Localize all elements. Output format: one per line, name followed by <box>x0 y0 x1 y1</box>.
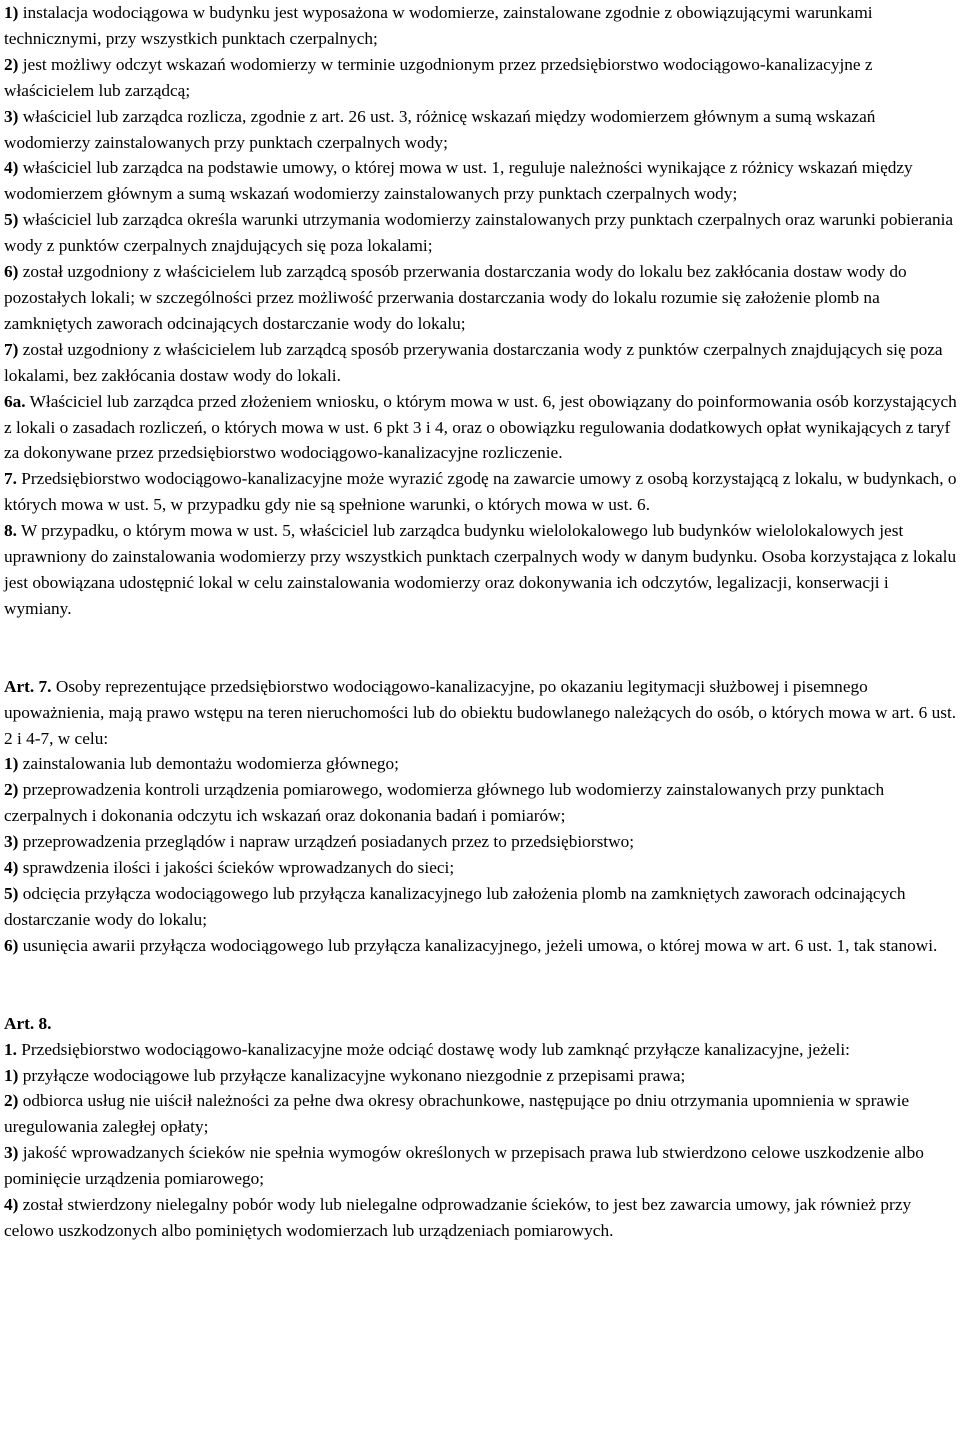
item-number: 3) <box>4 1143 19 1163</box>
item-text: Właściciel lub zarządca przed złożeniem wniosku, o którym mowa w ust. 6, jest obowiązany do poinformowania osób korzystających z lokali o zasadach rozliczeń, o których mowa w ust. 6 pkt 3 i 4, oraz o obowiązku regulowania dodatkowych opłat wynikających z taryf za dokonywane przez przedsiębiorstwo wodociągowo-kanalizacyjne rozliczenie. <box>4 391 957 463</box>
list-item <box>4 777 958 829</box>
item-number: 3) <box>4 832 19 852</box>
list-item <box>4 829 958 855</box>
list-item <box>4 855 958 881</box>
list-item <box>4 1192 958 1244</box>
item-text: zainstalowania lub demontażu wodomierza głównego; <box>18 754 399 774</box>
item-text: usunięcia awarii przyłącza wodociągowego lub przyłącza kanalizacyjnego, jeżeli umowa, o której mowa w art. 6 ust. 1, tak stanowi. <box>18 935 938 955</box>
article-intro-text: Osoby reprezentujące przedsiębiorstwo wodociągowo-kanalizacyjne, po okazaniu legitymacji służbowej i pisemnego upoważnienia, mają prawo wstępu na teren nieruchomości lub do obiektu budowlanego należących do osób, o których mowa w art. 6 ust. 2 i 4-7, w celu: <box>4 676 957 748</box>
item-text: sprawdzenia ilości i jakości ścieków wprowadzanych do sieci; <box>18 858 455 878</box>
item-text: przyłącze wodociągowe lub przyłącze kanalizacyjne wykonano niezgodnie z przepisami prawa; <box>18 1065 686 1085</box>
item-number: 3) <box>4 106 19 126</box>
item-number: 6a. <box>4 391 26 411</box>
list-item <box>4 389 958 467</box>
document-page <box>4 0 958 1244</box>
list-item <box>4 337 958 389</box>
item-text: został uzgodniony z właścicielem lub zarządcą sposób przerywania dostarczania wody z punktów czerpalnych znajdujących się poza lokalami, bez zakłócania dostaw wody do lokali. <box>4 339 943 385</box>
item-number: 7. <box>4 469 17 489</box>
list-item <box>4 518 958 622</box>
list-item <box>4 933 958 959</box>
list-item <box>4 52 958 104</box>
article-intro-text: Przedsiębiorstwo wodociągowo-kanalizacyjne może odciąć dostawę wody lub zamknąć przyłącze kanalizacyjne, jeżeli: <box>16 1039 850 1059</box>
item-number: 1) <box>4 3 19 22</box>
item-text: jakość wprowadzanych ścieków nie spełnia wymogów określonych w przepisach prawa lub stwierdzono celowe uszkodzenie albo pominięcie urządzenia pomiarowego; <box>4 1143 924 1189</box>
list-item <box>4 0 958 52</box>
item-number: 6) <box>4 935 19 955</box>
item-number: 1) <box>4 754 19 774</box>
list-item <box>4 104 958 156</box>
list-item <box>4 1063 958 1089</box>
item-text: przeprowadzenia kontroli urządzenia pomiarowego, wodomierza głównego lub wodomierzy zainstalowanych przy punktach czerpalnych i dokonania odczytu ich wskazań oraz dokonania badań i pomiarów; <box>4 780 885 826</box>
item-text: odbiorca usług nie uiścił należności za pełne dwa okresy obrachunkowe, następujące po dniu otrzymania upomnienia w sprawie uregulowania zaległej opłaty; <box>4 1091 910 1137</box>
list-item <box>4 259 958 337</box>
item-number: 1. <box>4 1039 17 1059</box>
list-item <box>4 466 958 518</box>
item-number: 4) <box>4 1195 19 1215</box>
item-text: przeprowadzenia przeglądów i napraw urządzeń posiadanych przez to przedsiębiorstwo; <box>18 832 635 852</box>
list-item <box>4 751 958 777</box>
article-intro <box>4 1037 958 1063</box>
item-number: 6) <box>4 262 19 282</box>
list-item <box>4 1140 958 1192</box>
item-text: właściciel lub zarządca rozlicza, zgodnie z art. 26 ust. 3, różnicę wskazań między wodomierzem głównym a sumą wskazań wodomierzy zainstalowanych przy punktach czerpalnych wody; <box>4 106 876 152</box>
item-text: Przedsiębiorstwo wodociągowo-kanalizacyjne może wyrazić zgodę na zawarcie umowy z osobą korzystającą z lokalu, w budynkach, o których mowa w ust. 5, w przypadku gdy nie są spełnione warunki, o których mowa w ust. 6. <box>4 469 957 515</box>
item-text: instalacja wodociągowa w budynku jest wyposażona w wodomierze, zainstalowane zgodnie z obowiązującymi warunkami technicznymi, przy wszystkich punktach czerpalnych; <box>4 3 873 48</box>
item-number: 5) <box>4 884 19 903</box>
item-text: właściciel lub zarządca na podstawie umowy, o której mowa w ust. 1, reguluje należności wynikające z różnicy wskazań między wodomierzem głównym a sumą wskazań wodomierzy zainstalowanych przy punktach czerpalnych wody; <box>4 158 913 204</box>
item-text: został stwierdzony nielegalny pobór wody lub nielegalne odprowadzanie ścieków, to jest bez zawarcia umowy, jak również przy celowo uszkodzonych albo pominiętych wodomierzach lub urządzeniach pomiarowych. <box>4 1195 912 1240</box>
list-item <box>4 207 958 259</box>
item-number: 5) <box>4 210 19 230</box>
section-art-6-continuation <box>4 0 958 622</box>
section-spacer <box>4 959 958 1011</box>
item-number: 4) <box>4 858 19 878</box>
item-text: został uzgodniony z właścicielem lub zarządcą sposób przerwania dostarczania wody do lokalu bez zakłócania dostaw wody do pozostałych lokali; w szczególności przez możliwość przerwania dostarczania wody do lokalu rozumie się założenie plomb na zamkniętych zaworach odcinających dostarczanie wody do lokalu; <box>4 262 907 333</box>
item-text: W przypadku, o którym mowa w ust. 5, właściciel lub zarządca budynku wielolokalowego lub budynków wielolokalowych jest uprawniony do zainstalowania wodomierzy przy wszystkich punktach czerpalnych wody w danym budynku. Osoba korzystająca z lokalu jest obowiązana udostępnić lokal w celu zainstalowania wodomierzy oraz dokonywania ich odczytów, legalizacji, konserwacji i wymiany. <box>4 521 957 618</box>
item-text: właściciel lub zarządca określa warunki utrzymania wodomierzy zainstalowanych przy punktach czerpalnych oraz warunki pobierania wody z punktów czerpalnych znajdujących się poza lokalami; <box>4 210 954 256</box>
item-number: 4) <box>4 158 19 178</box>
section-art-7 <box>4 674 958 959</box>
list-item <box>4 155 958 207</box>
article-heading-line <box>4 1011 958 1037</box>
section-spacer <box>4 622 958 674</box>
item-number: 1) <box>4 1065 19 1085</box>
item-text: odcięcia przyłącza wodociągowego lub przyłącza kanalizacyjnego lub założenia plomb na zamkniętych zaworach odcinających dostarczanie wody do lokalu; <box>4 884 906 929</box>
article-heading: Art. 8. <box>4 1013 52 1033</box>
list-item <box>4 1088 958 1140</box>
article-heading: Art. 7. <box>4 676 52 696</box>
article-intro <box>4 674 958 752</box>
item-number: 2) <box>4 780 19 800</box>
item-text: jest możliwy odczyt wskazań wodomierzy w terminie uzgodnionym przez przedsiębiorstwo wodociągowo-kanalizacyjne z właścicielem lub zarządcą; <box>4 54 873 100</box>
section-art-8 <box>4 1011 958 1244</box>
list-item <box>4 881 958 933</box>
item-number: 2) <box>4 54 19 74</box>
item-number: 7) <box>4 339 19 359</box>
item-number: 8. <box>4 521 17 541</box>
item-number: 2) <box>4 1091 19 1111</box>
